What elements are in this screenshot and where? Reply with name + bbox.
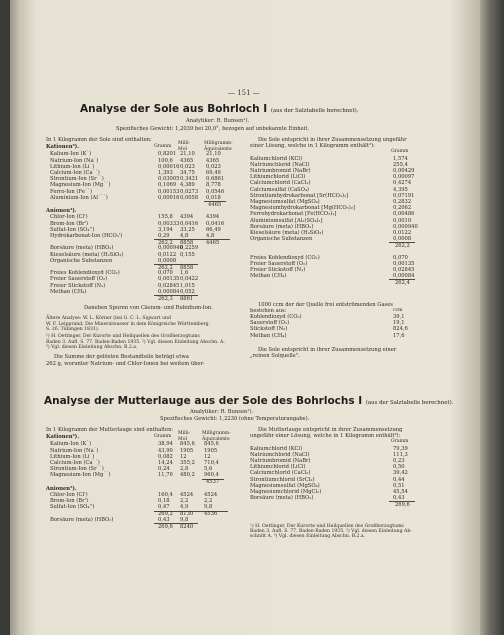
extra-name: Borsäure (meta) (HBO₂) <box>50 245 114 252</box>
kation-name: Calcium-Ion (Ca˙˙) <box>50 460 100 466</box>
gas-cell: 1,6 <box>180 270 189 277</box>
extra-cell: 0,2259 <box>180 245 199 252</box>
anion-cell: 160,4 <box>158 492 173 498</box>
kation-cell: 2,8 <box>180 466 189 473</box>
footnote-line: schnitt A. ³) Vgl. diesen Einleitung Abschn. B.2.a. <box>250 534 366 540</box>
anion-cell: 0,0416 <box>180 220 199 227</box>
section1-analyst: Analytiker: R. Bunsen¹). <box>186 118 250 124</box>
kation-name: Lithium-Ion (Li˙) <box>50 163 95 170</box>
kation-name: Strontium-Ion (Sr˙˙) <box>50 176 104 183</box>
kation-name: Kalium-Ion (K˙) <box>50 441 91 448</box>
salt-value: 0,0122 <box>393 230 412 236</box>
kation-cell: 21,10 <box>206 151 221 158</box>
anion-cell: 0,00333 <box>158 220 180 227</box>
extra-cell: 0,0122 <box>158 251 177 258</box>
extra-name: Kieselsäure (meta) (H₂SiO₃) <box>50 251 124 258</box>
traces-note: Daneben Spuren von Cäsium- und Rubidium-Ion. <box>84 305 213 312</box>
kation-cell: 845,6 <box>180 441 195 448</box>
salts-sum: 262,2 <box>395 242 410 249</box>
salt-value: 79,39 <box>393 445 408 452</box>
salt-value: 4,395 <box>393 186 408 193</box>
kation-cell: 960,4 <box>204 472 219 479</box>
kation-name: Kalium-Ion (K˙) <box>50 151 91 158</box>
gas-value: 0,00135 <box>393 260 415 267</box>
kation-name: Calcium-Ion (Ca˙˙) <box>50 170 100 176</box>
gas-name: Freies Kohlendioxyd (CO₂) <box>50 270 120 277</box>
salt-name: Aluminiumsulfat [Al₂(SO₄)₃] <box>250 217 323 224</box>
footnote-line: ¹) H. Oettinger, Der Kurorte und Heilquellen des Großherzogtums <box>46 334 200 340</box>
kation-cell: 38,94 <box>158 441 173 448</box>
kation-cell: 69,49 <box>206 170 221 176</box>
salt-value: 0,0008 <box>393 236 412 243</box>
kation-cell: 1,393 <box>158 170 173 176</box>
gas-name: Freies Kohlendioxyd (CO₂) <box>250 254 320 261</box>
anion-cell: 0,18 <box>158 498 170 505</box>
salt-value: 0,51 <box>393 482 405 489</box>
subtotal-cell: 8130 <box>180 511 194 518</box>
gas-cell: 0,00135 <box>158 276 180 283</box>
kation-cell: 14,24 <box>158 460 173 466</box>
salt-name: Kieselsäure (meta) (H₂SiO₃) <box>250 230 324 236</box>
subtotal-cell: 8858 <box>180 239 194 246</box>
col-head-aequiv: Milligramm-Äquivalente <box>204 141 233 152</box>
footnote-line: S. 26. Tübingen 1831). <box>46 327 100 333</box>
kation-cell: 4365 <box>206 157 220 164</box>
col-head-gramm: Gramm <box>154 144 172 150</box>
kation-cell: 0,00153 <box>158 188 180 195</box>
kation-cell: 355,2 <box>180 460 195 466</box>
kation-cell: 0,24 <box>158 466 170 473</box>
anion-cell: 0,47 <box>158 504 170 511</box>
anion-name: Sulfat-Ion (SO₄'') <box>50 504 95 511</box>
gas-name: Freier Stickstoff (N₂) <box>50 282 106 289</box>
extra-cell: 0,155 <box>180 251 195 258</box>
anion-name: Hydrokarbonat-Ion (HCO₃') <box>50 233 123 239</box>
kation-cell: 5,6 <box>204 466 213 473</box>
gas-cell: 0,00084 <box>158 288 180 295</box>
anion-cell: 4,8 <box>180 233 189 239</box>
col-head-gramm: Gramm <box>154 434 172 440</box>
salt-name: Borsäure (meta) (HBO₂) <box>250 495 314 502</box>
kation-cell: 8,778 <box>206 182 221 189</box>
kation-name: Lithium-Ion (Li˙) <box>50 453 95 460</box>
salt-value: 0,44 <box>393 476 405 483</box>
extra-cell: 0,000940 <box>158 245 183 252</box>
kation-name: Ferro-Ion (Fe˙˙) <box>50 188 93 195</box>
kation-cell: 1905 <box>204 447 218 454</box>
anion-name: Brom-Ion (Br') <box>50 498 89 505</box>
table-intro: In 1 Kilogramm der Mutterlauge sind enthalten: <box>46 427 174 433</box>
salt-value: 0,2062 <box>393 205 412 212</box>
salt-name: Natriumchlorid (NaCl) <box>250 451 310 458</box>
salt-name: Ferrohydrokarbonat [Fe(HCO₃)₂] <box>250 211 337 218</box>
col-head-aequiv: Milligramm-Äquivalente <box>202 431 231 442</box>
kationen-sum: 4465 <box>208 201 222 208</box>
anion-cell: 9,8 <box>204 504 213 511</box>
footnote-line: ³) Vgl. diesen Einleitung Abschn. B.2.a. <box>46 344 138 350</box>
kation-cell: 34,75 <box>180 170 195 176</box>
total-cell: 262,3 <box>158 295 173 302</box>
kationen-label: Kationen³). <box>46 144 80 151</box>
page-number: — 151 — <box>228 89 260 97</box>
salt-name: Calciumchlorid (CaCl₂) <box>250 470 311 477</box>
gas-name: Freier Sauerstoff (O₂) <box>50 276 108 283</box>
gas-vol-value: 824,6 <box>393 326 408 333</box>
right-intro: ungefähr einer Lösung, welche in 1 Kilogramm enthält³): <box>250 433 401 440</box>
salts-total: 262,4 <box>395 279 410 286</box>
right-intro: Die Mutterlauge entspricht in ihrer Zusammensetzung <box>258 427 403 433</box>
gas-cell: 0,070 <box>158 270 173 277</box>
anion-cell: 0,29 <box>158 233 170 239</box>
salt-name: Kaliumchlorid (KCl) <box>250 445 303 452</box>
kation-cell: 0,00016 <box>158 163 180 170</box>
salt-name: Magnesiumchlorid (MgCl₂) <box>250 489 322 495</box>
right-col-head: Gramm <box>391 149 409 155</box>
salt-value: 255,4 <box>393 161 408 168</box>
salt-value: 0,50 <box>393 464 405 471</box>
footnote-line: Ältere Analyse: W. L. Körner (bei G. C. L. Sigwart und <box>46 316 171 322</box>
anion-cell: 66,49 <box>206 226 221 233</box>
salt-name: Borsäure (meta) (HBO₂) <box>250 223 314 230</box>
salts-total: 269,6 <box>395 501 410 508</box>
salt-name: Lithiumchlorid (LiCl) <box>250 174 306 181</box>
kation-cell: 480,2 <box>180 472 195 479</box>
salt-name: Lithiumchlorid (LiCl) <box>250 464 306 471</box>
right-intro: Die Sole entspricht in ihrer Zusammensetzung ungefähr <box>258 137 407 143</box>
kation-cell: 0,8201 <box>158 151 177 158</box>
kation-cell: 0,082 <box>158 453 173 460</box>
anion-cell: 155,8 <box>158 214 173 221</box>
salt-name: Organische Substanzen <box>250 236 313 243</box>
kation-cell: 0,00016 <box>158 194 180 201</box>
left-paragraph: 262 g, worunter Natrium- und Chlor-Ionen bei weitem über- <box>46 360 205 367</box>
footnote-line: W. F. Leipprand, Die Mineralwasser in dem Königreiche Württemberg. <box>46 321 211 327</box>
subtotal-cell: 269,2 <box>158 511 173 518</box>
gas-vol-name: Methan (CH₄) <box>250 332 287 339</box>
salt-name: Calciumchlorid (CaCl₂) <box>250 180 311 187</box>
gas-name: Freier Stickstoff (N₂) <box>250 267 306 273</box>
extra-cell: 0,0008 <box>158 257 177 264</box>
salt-value: 0,00429 <box>393 168 415 174</box>
salt-name: Strontiumhydrokarbonat [Sr(HCO₃)₂] <box>250 192 349 199</box>
subtotal-b-cell: 8858 <box>180 264 194 271</box>
gas-cell: 1,015 <box>180 282 195 289</box>
salt-name: Magnesiumhydrokarbonat [Mg(HCO₃)₂] <box>250 205 355 212</box>
salt-name: Magnesiumsulfat (MgSO₄) <box>250 482 320 489</box>
kation-name: Natrium-Ion (Na˙) <box>50 157 99 164</box>
total-cell: 269,6 <box>158 523 173 530</box>
anion-cell: 0,0416 <box>206 220 225 227</box>
salt-name: Calciumsulfat (CaSO₄) <box>250 186 309 193</box>
kation-cell: 4365 <box>180 157 194 164</box>
kation-cell: 0,0058 <box>180 194 199 201</box>
kation-cell: 100,6 <box>158 157 173 164</box>
kation-cell: 43,90 <box>158 447 173 454</box>
total-cell: 8861 <box>180 295 194 302</box>
kation-cell: 4,389 <box>180 182 195 189</box>
section1-title: Analyse der Sole aus Bohrloch I (aus der Salztabelle berechnet). <box>80 103 359 115</box>
anion-name: Chlor-Ion (Cl') <box>50 214 88 221</box>
salt-value: 0,00097 <box>393 174 415 181</box>
anion-cell: 4394 <box>180 214 194 221</box>
anionen-label: Anionen³). <box>46 208 77 215</box>
section1-gravity: Spezifisches Gewicht: 1,2039 bei 20,0°, bezogen auf unbekannte Einheit. <box>116 126 310 132</box>
kation-name: Magnesium-Ion (Mg˙˙) <box>50 472 111 479</box>
gas-cell: 0,052 <box>180 288 195 295</box>
kation-cell: 845,6 <box>204 441 219 448</box>
gas-name: Methan (CH₄) <box>250 273 287 280</box>
col-head-millimol: Milli-Mol <box>178 141 191 152</box>
gas-vol-name: Kohlendioxyd (CO₂) <box>250 314 302 320</box>
gas-vol-value: 39,1 <box>393 314 405 320</box>
subtotal-b-cell: 262,2 <box>158 264 173 271</box>
gas-intro: bestehen aus: <box>250 307 287 314</box>
kation-cell: 11,70 <box>158 472 173 479</box>
gas-cell: 0,02845 <box>158 282 180 289</box>
extra-cell: 0,43 <box>158 516 170 523</box>
footnote-line: ¹) H. Oettinger, Der Kurorte und Heilquellen des Großherzogtums <box>250 523 404 529</box>
salt-value: 0,00486 <box>393 211 415 218</box>
salt-value: 111,3 <box>393 451 408 458</box>
extra-name: Borsäure (meta) (HBO₂) <box>50 516 114 523</box>
anion-cell: 4524 <box>180 492 194 498</box>
anion-name: Sulfat-Ion (SO₄'') <box>50 226 95 233</box>
subtotal-cell: 262,2 <box>158 239 173 246</box>
anion-cell: 4394 <box>206 214 220 221</box>
footnote-line: Baden 3. Aufl. S. 77. Baden-Baden 1935. ²) Vgl. diesen Einleitung Abschn. A. <box>46 339 225 345</box>
extra-cell: 9,8 <box>180 516 189 523</box>
kation-name: Natrium-Ion (Na˙) <box>50 447 99 454</box>
salt-name: Strontiumchlorid (SrCl₂) <box>250 476 315 483</box>
kationen-sum: 4537 <box>206 479 220 486</box>
left-paragraph: Die Summe der gelösten Bestandteile beträgt etwa <box>54 354 189 361</box>
salt-value: 1,574 <box>393 155 408 162</box>
kation-cell: 0,018 <box>206 194 221 201</box>
kation-cell: 710,4 <box>204 460 219 466</box>
anion-cell: 4,9 <box>180 504 189 511</box>
total-cell: 8240 <box>180 523 194 530</box>
anion-cell: 3,194 <box>158 226 173 233</box>
salt-value: 0,2832 <box>393 199 412 205</box>
salt-value: 39,42 <box>393 470 408 477</box>
kation-cell: 12 <box>204 453 211 460</box>
salt-value: 0,4274 <box>393 180 412 187</box>
gas-intro: 1000 ccm der der Quelle frei entströmenden Gases <box>258 301 393 308</box>
kation-name: Magnesium-Ion (Mg˙˙) <box>50 182 111 189</box>
gas-value: 0,070 <box>393 254 408 261</box>
anion-cell: 33,25 <box>180 226 195 233</box>
salt-value: 0,0010 <box>393 217 412 224</box>
footnote-line: Baden 3. Aufl. S. 77. Baden-Baden 1935. ²) Vgl. diesen Einleitung Ab- <box>250 529 412 534</box>
salt-name: Natriumchlorid (NaCl) <box>250 161 310 168</box>
salt-name: Natriumbromid (NaBr) <box>250 458 311 464</box>
page-edge <box>480 0 504 635</box>
salt-name: Kaliumchlorid (KCl) <box>250 155 303 162</box>
kation-cell: 0,023 <box>180 163 195 170</box>
anion-name: Brom-Ion (Br') <box>50 220 89 227</box>
right-paragraph: Die Sole entspricht in ihrer Zusammensetzung einer <box>258 346 397 353</box>
anion-cell: 2,2 <box>180 498 189 505</box>
salt-value: 0,07191 <box>393 192 415 199</box>
table-intro: In 1 Kilogramm der Sole sind enthalten: <box>46 137 152 143</box>
col-head-millimol: Milli-Mol <box>178 431 191 442</box>
kation-cell: 0,1069 <box>158 182 177 189</box>
gas-value: 0,00084 <box>393 273 415 280</box>
subtotal-cell: 4465 <box>206 239 220 246</box>
salt-name: Magnesiumsulfat (MgSO₄) <box>250 199 320 205</box>
kation-cell: 12 <box>180 453 187 460</box>
gas-name: Freier Sauerstoff (O₂) <box>250 260 308 267</box>
kation-cell: 0,0546 <box>206 188 225 195</box>
kation-name: Aluminium-Ion (Al˙˙˙) <box>50 194 108 201</box>
gas-vol-name: Stickstoff (N₂) <box>250 326 288 333</box>
anion-cell: 2,2 <box>204 498 213 505</box>
right-paragraph: „reinen Solquelle". <box>250 353 300 359</box>
right-col-head: Gramm <box>391 439 409 445</box>
salt-value: 45,54 <box>393 489 408 495</box>
salt-name: Natriumbromid (NaBr) <box>250 168 311 174</box>
anion-cell: 4524 <box>204 492 218 498</box>
subtotal-cell: 4536 <box>204 511 218 518</box>
kation-cell: 0,3431 <box>180 176 199 183</box>
kation-name: Strontium-Ion (Sr˙˙) <box>50 466 104 473</box>
gas-cell: 0,0422 <box>180 276 199 283</box>
gas-col-head: ccm <box>393 307 403 313</box>
gas-vol-value: 19,1 <box>393 320 405 327</box>
gas-vol-value: 17,6 <box>393 332 405 339</box>
gas-vol-name: Sauerstoff (O₂) <box>250 320 290 327</box>
section2-analyst: Analytiker: R. Bunsen¹). <box>190 409 254 415</box>
kation-cell: 0,023 <box>206 163 221 170</box>
salt-value: 0,23 <box>393 458 405 464</box>
right-intro: einer Lösung, welche in 1 Kilogramm enthält²): <box>250 143 375 150</box>
kation-cell: 0,6861 <box>206 176 225 183</box>
section2-title: Analyse der Mutterlauge aus der Sole des Bohrlochs I (aus der Salztabelle berechnet). <box>44 395 454 407</box>
salt-value: 0,000940 <box>393 223 418 230</box>
kation-cell: 0,0273 <box>180 188 199 195</box>
gas-value: 0,02845 <box>393 267 415 273</box>
kation-cell: 21,10 <box>180 151 195 158</box>
kation-cell: 1905 <box>180 447 194 454</box>
salt-value: 0,43 <box>393 495 405 502</box>
kation-cell: 0,03005 <box>158 176 180 183</box>
extra-name: Organische Substanzen <box>50 257 113 264</box>
kationen-label: Kationen²). <box>46 434 80 441</box>
gas-name: Methan (CH₄) <box>50 288 87 295</box>
anion-name: Chlor-Ion (Cl') <box>50 492 88 498</box>
anion-cell: 4,8 <box>206 233 215 239</box>
anionen-label: Anionen²). <box>46 485 77 492</box>
section2-gravity: Spezifisches Gewicht: 1,2230 (ohne Temperaturangabe). <box>160 416 310 422</box>
